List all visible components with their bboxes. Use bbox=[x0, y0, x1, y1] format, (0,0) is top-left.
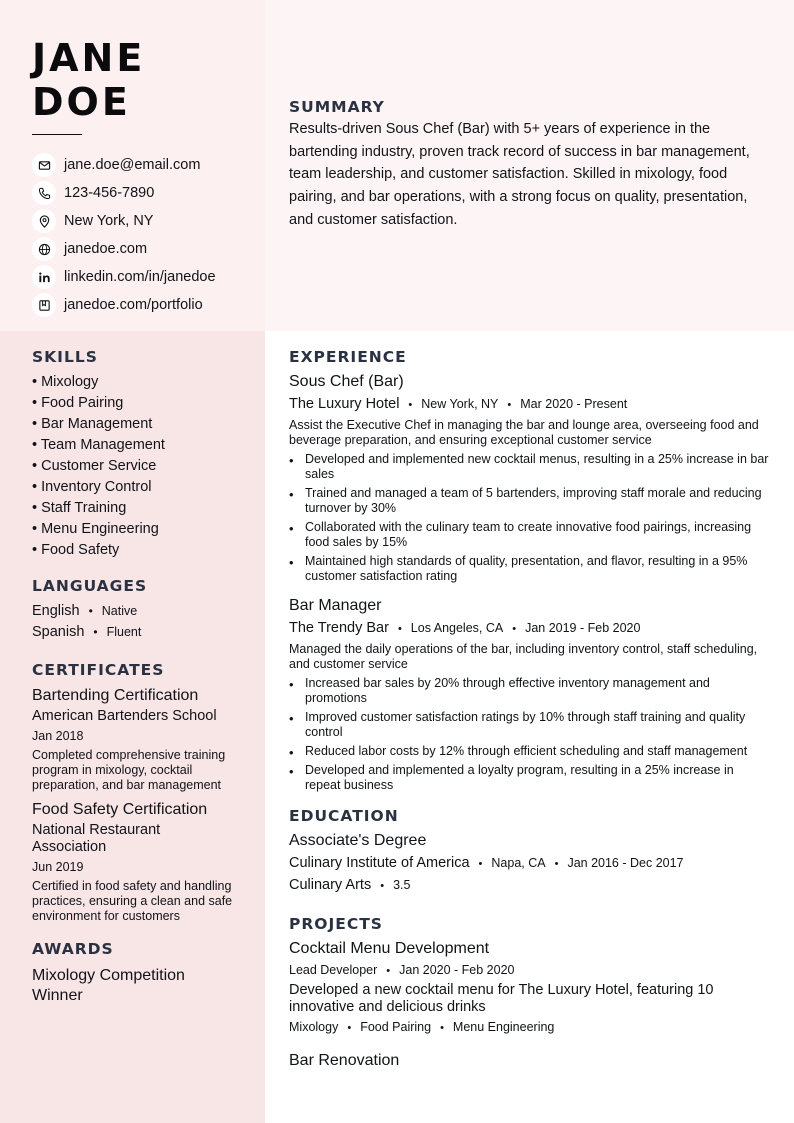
job-company: The Luxury Hotel bbox=[289, 396, 400, 412]
project-title: Cocktail Menu Development bbox=[289, 940, 490, 957]
contact-portfolio[interactable]: janedoe.com/portfolio bbox=[32, 291, 216, 319]
job-description: Assist the Executive Chef in managing the bar and lounge area, overseeing food and beverage preparation, and ensuring exceptional customer service bbox=[289, 418, 759, 447]
skill-item: • Mixology bbox=[32, 374, 99, 390]
project-tag: Menu Engineering bbox=[452, 1020, 555, 1034]
summary-text: Results-driven Sous Chef (Bar) with 5+ years of experience in the bartending industry, proven track record of success in bar management, team leadership, and customer satisfaction. Skilled in mixology, food pairing, and bar operations, with a strong focus on quality, presentation, and customer satisfaction. bbox=[289, 121, 750, 228]
education-degree: Associate's Degree bbox=[289, 832, 427, 849]
certificate-issuer: National Restaurant Association bbox=[32, 822, 161, 855]
job-bullet: • Developed and implemented a loyalty program, resulting in a 25% increase in repeat business bbox=[289, 763, 769, 793]
education-field: Culinary Arts bbox=[289, 877, 372, 893]
job-meta: The Luxury Hotel • New York, NY • Mar 2020 - Present bbox=[289, 396, 628, 412]
project-tag: Food Pairing bbox=[360, 1020, 432, 1034]
location-pin-icon bbox=[32, 209, 56, 233]
phone-icon bbox=[32, 181, 56, 205]
job-meta: The Trendy Bar • Los Angeles, CA • Jan 2019 - Feb 2020 bbox=[289, 620, 641, 636]
education-school-line: Culinary Institute of America • Napa, CA • Jan 2016 - Dec 2017 bbox=[289, 853, 769, 875]
certificates-heading: CERTIFICATES bbox=[32, 661, 165, 679]
job-title: Sous Chef (Bar) bbox=[289, 373, 404, 390]
job-dates: Mar 2020 - Present bbox=[520, 397, 628, 411]
project-entry bbox=[289, 1051, 769, 1071]
award-item: Mixology Competition Winner bbox=[32, 967, 185, 1004]
education-dates: Jan 2016 - Dec 2017 bbox=[567, 856, 684, 870]
mail-icon bbox=[32, 153, 56, 177]
certificate-description: Certified in food safety and handling practices, ensuring a clean and safe environment for customers bbox=[32, 879, 233, 923]
project-role: Lead Developer bbox=[289, 963, 378, 977]
project-description: Developed a new cocktail menu for The Luxury Hotel, featuring 10 innovative and delicious drinks bbox=[289, 982, 714, 1015]
job-bullet: • Improved customer satisfaction ratings by 10% through staff training and quality control bbox=[289, 710, 769, 740]
certificate-issuer: American Bartenders School bbox=[32, 708, 217, 724]
certificate-entry bbox=[32, 799, 237, 924]
skill-item: • Food Safety bbox=[32, 542, 120, 558]
skill-item: • Bar Management bbox=[32, 416, 153, 432]
certificate-title: Bartending Certification bbox=[32, 687, 199, 704]
experience-heading: EXPERIENCE bbox=[289, 348, 407, 366]
education-entry bbox=[289, 831, 769, 897]
awards-heading: AWARDS bbox=[32, 940, 114, 958]
skill-item: • Staff Training bbox=[32, 500, 127, 516]
skill-item: • Menu Engineering bbox=[32, 521, 159, 537]
job-bullet: • Reduced labor costs by 12% through efficient scheduling and staff management bbox=[289, 744, 769, 759]
contact-website[interactable]: janedoe.com bbox=[32, 235, 216, 263]
globe-icon bbox=[32, 237, 56, 261]
projects-heading: PROJECTS bbox=[289, 915, 383, 933]
name-divider bbox=[32, 134, 82, 135]
contact-list bbox=[32, 151, 216, 319]
job-dates: Jan 2019 - Feb 2020 bbox=[525, 621, 641, 635]
education-field-line: Culinary Arts • 3.5 bbox=[289, 875, 769, 897]
certificate-date: Jun 2019 bbox=[32, 860, 84, 874]
project-entry bbox=[289, 939, 769, 1037]
job-bullets bbox=[289, 452, 769, 584]
contact-linkedin[interactable]: linkedin.com/in/janedoe bbox=[32, 263, 216, 291]
skills-list bbox=[32, 372, 237, 561]
job-bullet: • Maintained high standards of quality, presentation, and flavor, resulting in a 95% customer satisfaction rating bbox=[289, 554, 769, 584]
summary-section bbox=[289, 98, 759, 232]
certificate-title: Food Safety Certification bbox=[32, 801, 208, 818]
job-entry bbox=[289, 596, 769, 793]
summary-heading: SUMMARY bbox=[289, 98, 385, 116]
job-bullet: • Developed and implemented new cocktail menus, resulting in a 25% increase in bar sales bbox=[289, 452, 769, 482]
job-bullet: • Increased bar sales by 20% through effective inventory management and promotions bbox=[289, 676, 769, 706]
sidebar-content bbox=[32, 348, 237, 1006]
job-bullet: • Trained and managed a team of 5 bartenders, improving staff morale and reducing turnover by 30% bbox=[289, 486, 769, 516]
contact-email[interactable]: jane.doe@email.com bbox=[32, 151, 216, 179]
project-tags: Mixology • Food Pairing • Menu Engineering bbox=[289, 1020, 555, 1034]
skills-heading: SKILLS bbox=[32, 348, 98, 366]
education-location: Napa, CA bbox=[491, 856, 546, 870]
certificate-date: Jan 2018 bbox=[32, 729, 84, 743]
certificate-entry bbox=[32, 685, 237, 793]
linkedin-icon bbox=[32, 265, 56, 289]
education-gpa: 3.5 bbox=[393, 878, 411, 892]
candidate-name: JANE DOE bbox=[32, 36, 146, 124]
portfolio-icon bbox=[32, 293, 56, 317]
education-heading: EDUCATION bbox=[289, 807, 399, 825]
job-bullets bbox=[289, 676, 769, 793]
project-tag: Mixology bbox=[289, 1020, 339, 1034]
contact-phone[interactable]: 123-456-7890 bbox=[32, 179, 216, 207]
project-title: Bar Renovation bbox=[289, 1052, 400, 1069]
languages-list bbox=[32, 601, 237, 643]
job-bullet: • Collaborated with the culinary team to create innovative food pairings, increasing food sales by 15% bbox=[289, 520, 769, 550]
skill-item: • Food Pairing bbox=[32, 395, 124, 411]
certificate-description: Completed comprehensive training program in mixology, cocktail preparation, and bar management bbox=[32, 748, 226, 792]
education-school: Culinary Institute of America bbox=[289, 855, 470, 871]
skill-item: • Inventory Control bbox=[32, 479, 152, 495]
language-item: English • Native bbox=[32, 603, 138, 619]
job-company: The Trendy Bar bbox=[289, 620, 389, 636]
skill-item: • Customer Service bbox=[32, 458, 157, 474]
skill-item: • Team Management bbox=[32, 437, 165, 453]
job-entry bbox=[289, 372, 769, 584]
language-item: Spanish • Fluent bbox=[32, 624, 142, 640]
job-location: New York, NY bbox=[421, 397, 499, 411]
contact-location: New York, NY bbox=[32, 207, 216, 235]
project-dates: Jan 2020 - Feb 2020 bbox=[399, 963, 515, 977]
languages-heading: LANGUAGES bbox=[32, 577, 148, 595]
project-meta: Lead Developer • Jan 2020 - Feb 2020 bbox=[289, 963, 515, 977]
main-content bbox=[289, 348, 769, 1071]
job-title: Bar Manager bbox=[289, 597, 382, 614]
job-location: Los Angeles, CA bbox=[410, 621, 504, 635]
job-description: Managed the daily operations of the bar, including inventory control, staff scheduling, and customer service bbox=[289, 642, 758, 671]
